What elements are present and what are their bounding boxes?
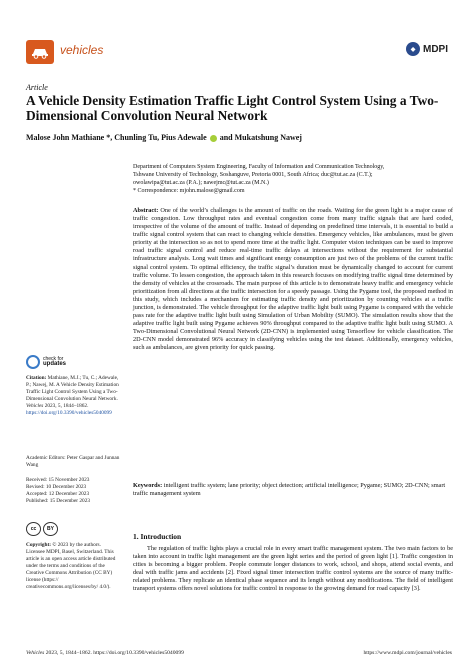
check-line1: check for [43,355,64,362]
abstract-label: Abstract: [133,207,159,214]
keywords-label: Keywords: [133,482,163,489]
dates [26,477,121,505]
journal-name[interactable]: vehicles [60,43,104,57]
footer-journal: Vehicles [26,650,45,656]
cc-license-badge[interactable] [26,522,58,536]
affiliation-univ: Tshwane University of Technology, Soshanguve, Pretoria 0001, South Africa; duc@tut.ac.za (C.T.); [133,172,373,178]
citation [26,375,121,417]
abstract [133,207,453,352]
citation-vol: 2023, 5, 1844–1862. [44,403,89,409]
copyright-text: © 2023 by the authors. Licensee MDPI, Basel, Switzerland. This article is an open access article distributed under the terms and conditions of the Creative Commons Attribution (CC BY) license (https:// creativecommons.org/licenses/by/ 4.0/). [26,542,116,590]
paper-title: A Vehicle Density Estimation Traffic Light Control System Using a Two-Dimensional Convolution Neural Network [26,93,439,123]
car-icon [30,45,50,59]
check-updates-badge[interactable] [26,355,66,369]
copyright [26,542,121,591]
authors-part1: Malose John Mathiane *, Chunling Tu, Pius Adewale [26,133,207,142]
citation-journal: Vehicles [26,403,44,409]
introduction-text: The regulation of traffic lights plays a crucial role in every smart traffic management system. The two main factors to be taken into account in traffic light management are the green light series and the period of green light [1]. Traffic congestion in cities is becoming a bigger problem. People commute longer distances to work, school, and shops, attend social events, and deal with traffic jams and accidents [2]. Fixed signal timer intersection traffic control systems are the source of many traffic-related problems. They replicate an identical phase sequence and its length without any modifications. The field of intelligent transport systems offers novel solutions for traffic control in response to the growing demand for road capacity [3]. [133,545,453,593]
citation-label: Citation: [26,375,47,381]
cc-icon: cc [26,522,41,536]
orcid-icon[interactable] [210,135,217,142]
academic-editors: Academic Editors: Peter Gaspar and Junnan Wang [26,455,120,468]
affiliations [133,163,453,195]
publisher-logo[interactable] [406,42,448,56]
affiliation-dept: Department of Computers System Engineering, Faculty of Information and Communication Technology, [133,164,385,170]
accepted-date: Accepted: 12 December 2023 [26,491,90,497]
keywords-text: intelligent traffic system; lane priority; object detection; artificial intelligence; Pygame; SUMO; 2D-CNN; smart traffic management system [133,482,446,497]
journal-logo [26,40,54,64]
page-footer [26,650,452,656]
authors-part2: and Mukatshung Nawej [219,133,302,142]
citation-text: Mathiane, M.J.; Tu, C.; Adewale, P.; Nawej, M. A Vehicle Density Estimation Traffic Light Control System Using a Two-Dimensional Convolution Neural Network. [26,375,119,402]
citation-doi-link[interactable]: https://doi.org/10.3390/vehicles5040099 [26,410,112,416]
mdpi-icon: ◆ [406,42,420,56]
check-line2: updates [43,361,67,367]
publisher-name: MDPI [423,43,448,55]
footer-journal-link[interactable]: https://www.mdpi.com/journal/vehicles [363,650,452,656]
published-date: Published: 15 December 2023 [26,498,90,504]
by-icon: BY [43,522,58,536]
keywords [133,482,453,498]
author-list [26,133,456,142]
affiliation-emails: owolawipa@tut.ac.za (P.A.); nawejmc@tut.ac.za (M.N.) [133,180,269,186]
revised-date: Revised: 10 December 2023 [26,484,87,490]
article-type: Article [26,83,48,92]
correspondence: * Correspondence: mjohn.malose@gmail.com [133,188,245,194]
footer-citation[interactable]: 2023, 5, 1844–1862. https://doi.org/10.3390/vehicles5040099 [45,650,184,656]
copyright-label: Copyright: [26,542,52,548]
check-updates-icon [26,355,40,369]
section-heading: 1. Introduction [133,532,182,541]
abstract-text: One of the world’s challenges is the amount of traffic on the roads. Waiting for the green light is a major cause of traffic congestion. Low throughput rates and eventual congestion come from many traffic signals that are hard coded, irrespective of the volume of the amount of traffic. Instead of depending on predefined time intervals, it is essential to build a traffic signal control system that can react to changing vehicle densities. Emergency vehicles, like ambulances, must be given priority at the intersection so as not to spend more time at the traffic light. Computer vision techniques can be used to improve road traffic signal control and reduce real-time traffic delays at intersections without the requirement for substantial infrastructure analysis. Long wait times and significant energy consumption are just two of the problems of the current traffic signal control system. To optimal efficiency, the traffic signal’s duration must be dynamically changed to account for current traffic volume. To lessen congestion, the approach taken in this research focuses on modifying traffic signal time determined by the density of vehicles at the crossroads. The main purpose of this article is to demonstrate heavy traffic and emergency vehicle prioritization from all directions at the traffic intersection for a speedy passage. Using the Pygame tool, the proposed method in this study, which includes a mechanism for estimating traffic density and prioritization by counting vehicles at a traffic junction, is demonstrated. The vehicle throughput for the adaptive traffic light built using Pygame is compared with the vehicle pass rate for the adaptive traffic light built using Simulation of Urban Mobility (SUMO). The simulation results show that the adaptive traffic light built using Pygame achieves 90% throughput compared to the adaptive traffic light built using SUMO. A Two-Dimensional Convolutional Neural Network (2D-CNN) is implemented using Tensorflow for vehicle classification. The 2D-CNN model demonstrated 96% accuracy in classifying vehicles using the test dataset. Additionally, emergency vehicles, such as ambulances, are given priority for quick passing. [133,207,453,352]
received-date: Received: 15 November 2023 [26,477,90,483]
